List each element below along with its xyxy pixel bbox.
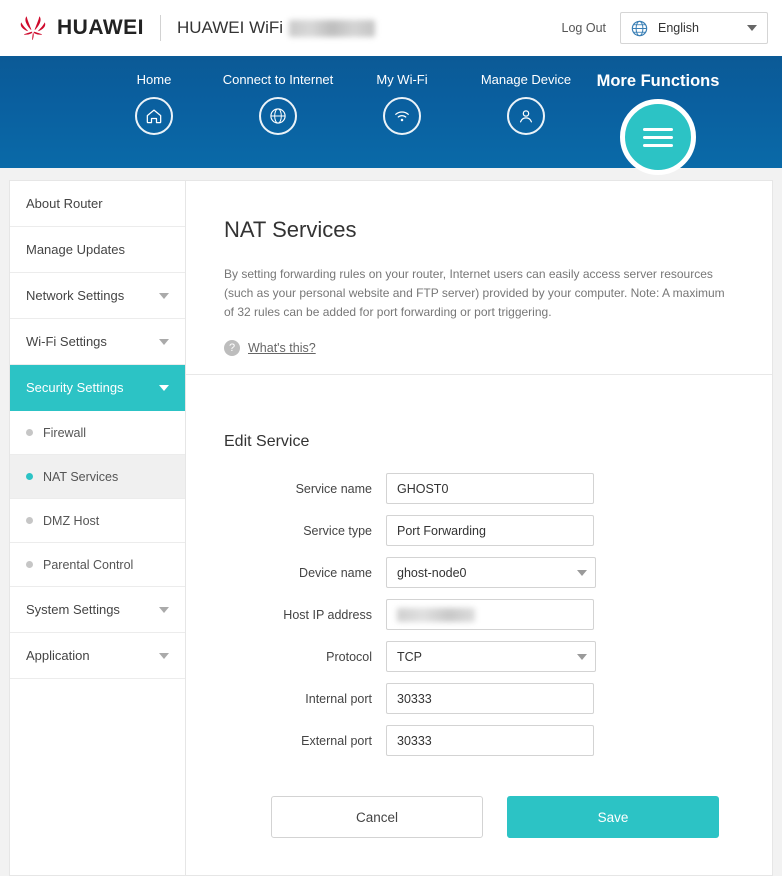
bullet-icon: [26, 429, 33, 436]
section-title: Edit Service: [224, 433, 310, 450]
form-row-host-ip: [224, 599, 734, 630]
form-row-service-type: [224, 515, 734, 546]
content-area: [0, 168, 782, 876]
form-row-protocol: [224, 641, 734, 672]
sidebar: [9, 180, 185, 876]
device-name-label: Device name: [299, 565, 372, 580]
nav-item-my-wifi[interactable]: [340, 72, 464, 135]
user-icon: [507, 97, 545, 135]
form-row-internal-port: [224, 683, 734, 714]
sidebar-item-application[interactable]: [10, 633, 185, 679]
nav-item-more-functions[interactable]: [588, 72, 728, 175]
device-title-text: HUAWEI WiFi: [177, 18, 284, 37]
sidebar-item-system-settings[interactable]: [10, 587, 185, 633]
form-row-external-port: [224, 725, 734, 756]
sidebar-item-label: About Router: [26, 196, 103, 211]
header-actions: [562, 12, 768, 44]
sidebar-item-label: System Settings: [26, 602, 120, 617]
chevron-down-icon: [577, 570, 587, 576]
language-selector[interactable]: [620, 12, 768, 44]
brand-logo: [18, 15, 144, 41]
sidebar-item-label: Firewall: [43, 425, 87, 440]
host-ip-input[interactable]: [386, 599, 594, 630]
service-name-input[interactable]: GHOST0: [386, 473, 594, 504]
device-name-value: ghost-node0: [397, 565, 467, 580]
main-panel: [185, 180, 773, 876]
page-description: By setting forwarding rules on your router, Internet users can easily access server resources (such as your personal website and FTP server) provided by your computer. Note: A maximum of 32 rules can be added for port forwarding or port triggering.: [224, 267, 725, 319]
wifi-icon: [383, 97, 421, 135]
home-icon: [135, 97, 173, 135]
sidebar-item-dmz-host[interactable]: [10, 499, 185, 543]
bullet-icon: [26, 517, 33, 524]
nav-item-connect-label: Connect to Internet: [222, 72, 334, 87]
nav-item-connect-to-internet[interactable]: [216, 72, 340, 135]
sidebar-item-label: Manage Updates: [26, 242, 126, 257]
protocol-select[interactable]: [386, 641, 596, 672]
sidebar-item-manage-updates[interactable]: [10, 227, 185, 273]
hamburger-icon: [620, 99, 696, 175]
internal-port-label: Internal port: [305, 691, 372, 706]
sidebar-item-wifi-settings[interactable]: [10, 319, 185, 365]
sidebar-item-firewall[interactable]: [10, 411, 185, 455]
language-label: English: [658, 21, 699, 35]
header-divider: [160, 15, 161, 41]
huawei-flower-logo-icon: [18, 15, 48, 41]
logout-link[interactable]: Log Out: [561, 21, 606, 35]
form-row-service-name: [224, 473, 734, 504]
device-name-select[interactable]: [386, 557, 596, 588]
protocol-label: Protocol: [326, 649, 372, 664]
external-port-input[interactable]: 30333: [386, 725, 594, 756]
service-type-input[interactable]: Port Forwarding: [386, 515, 594, 546]
masked-value: [397, 608, 475, 622]
form-actions: [271, 796, 734, 838]
sidebar-item-label: DMZ Host: [43, 513, 100, 528]
sidebar-item-network-settings[interactable]: [10, 273, 185, 319]
sidebar-item-label: Security Settings: [26, 380, 124, 395]
sidebar-item-label: Application: [26, 648, 90, 663]
bullet-icon: [26, 561, 33, 568]
sidebar-item-label: Network Settings: [26, 288, 125, 303]
nav-item-mywifi-label: My Wi-Fi: [376, 72, 428, 87]
page-title: NAT Services: [224, 217, 357, 242]
device-title: [177, 18, 375, 38]
globe-icon: [631, 20, 648, 37]
sidebar-item-about-router[interactable]: [10, 181, 185, 227]
nav-item-more-label: More Functions: [596, 72, 720, 90]
protocol-value: TCP: [397, 649, 422, 664]
nav-item-home-label: Home: [136, 72, 172, 87]
chevron-down-icon: [747, 25, 757, 31]
chevron-up-icon: [159, 385, 169, 391]
sidebar-item-label: NAT Services: [43, 469, 119, 484]
sidebar-item-security-settings[interactable]: [10, 365, 185, 411]
save-button[interactable]: Save: [507, 796, 719, 838]
whats-this-link[interactable]: [224, 340, 734, 374]
nav-item-home[interactable]: [92, 72, 216, 135]
chevron-down-icon: [159, 607, 169, 613]
primary-nav: [0, 56, 782, 168]
device-model-masked: [289, 20, 375, 37]
chevron-down-icon: [159, 653, 169, 659]
chevron-down-icon: [159, 293, 169, 299]
cancel-button[interactable]: Cancel: [271, 796, 483, 838]
sidebar-item-nat-services[interactable]: [10, 455, 185, 499]
chevron-down-icon: [577, 654, 587, 660]
brand-name: HUAWEI: [57, 16, 144, 39]
sidebar-item-parental-control[interactable]: [10, 543, 185, 587]
whats-this-label: What's this?: [248, 341, 316, 355]
chevron-down-icon: [159, 339, 169, 345]
globe-icon: [259, 97, 297, 135]
top-bar: [0, 0, 782, 56]
nav-item-manage-label: Manage Device: [480, 72, 572, 87]
help-icon: ?: [224, 340, 240, 356]
nav-item-manage-device[interactable]: [464, 72, 588, 135]
host-ip-label: Host IP address: [283, 607, 372, 622]
form-row-device-name: [224, 557, 734, 588]
sidebar-item-label: Wi-Fi Settings: [26, 334, 107, 349]
internal-port-input[interactable]: 30333: [386, 683, 594, 714]
bullet-icon: [26, 473, 33, 480]
service-type-label: Service type: [303, 523, 372, 538]
sidebar-item-label: Parental Control: [43, 557, 134, 572]
service-name-label: Service name: [295, 481, 372, 496]
external-port-label: External port: [301, 733, 372, 748]
